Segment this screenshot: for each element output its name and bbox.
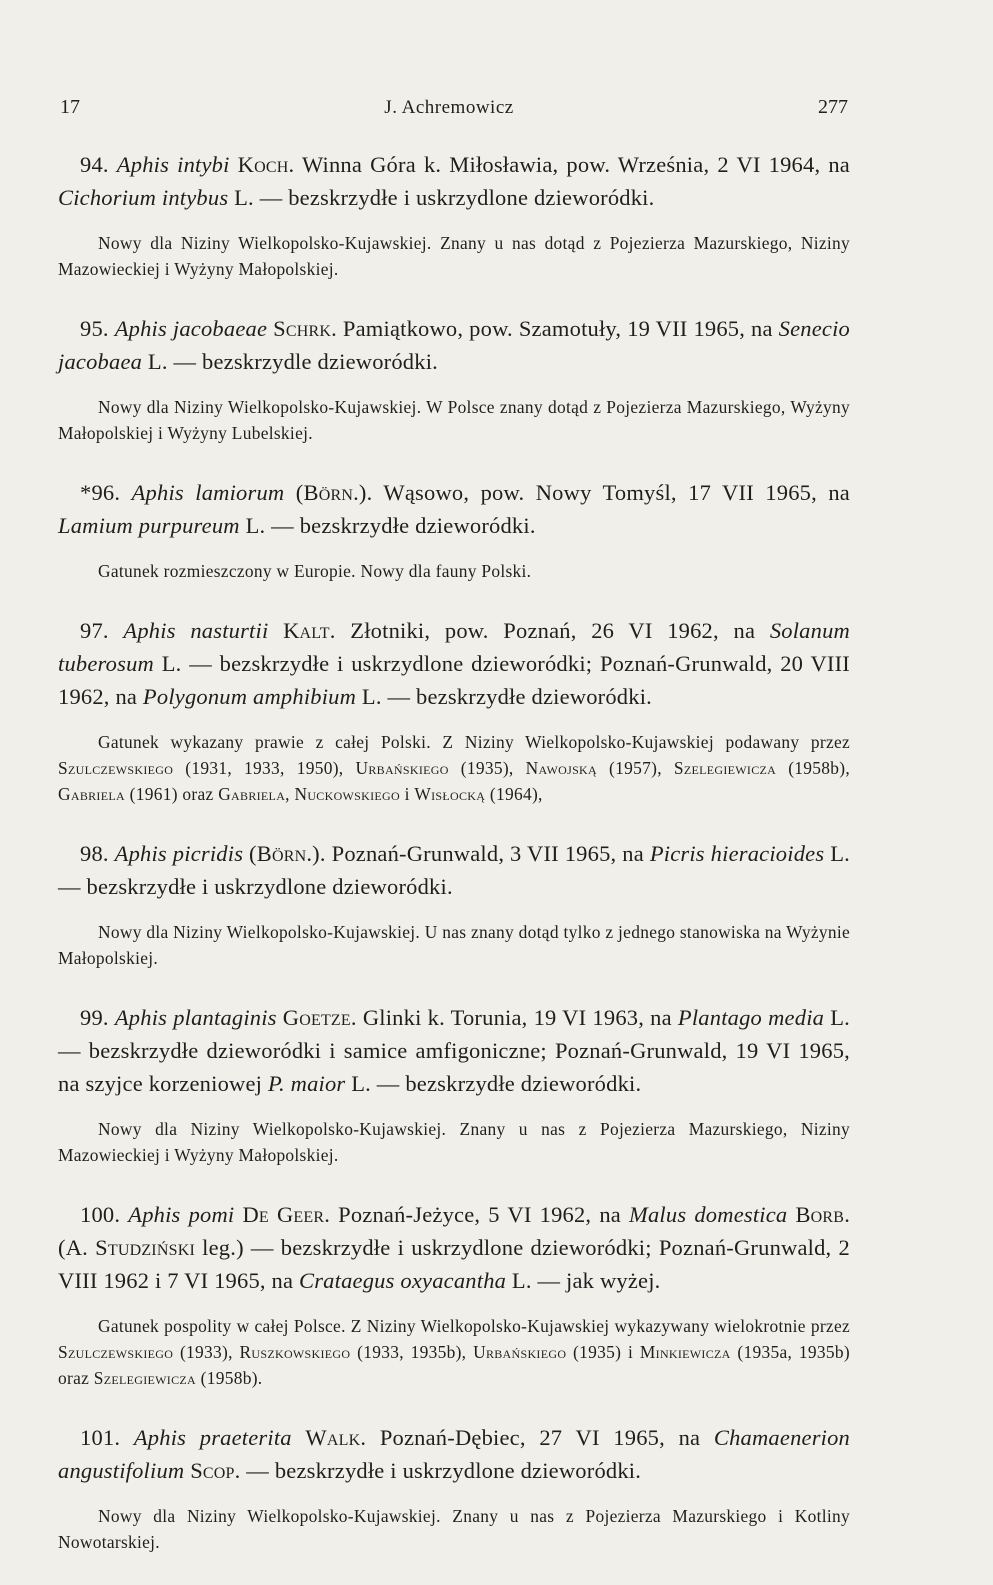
author-name: Kalt [283,618,330,643]
text-run: L. — bezskrzydłe i uskrzydlone dzieworódki. [58,841,850,899]
author-name: Szulczewskiego [58,1342,174,1362]
text-run [268,618,283,643]
species-name: Malus domestica [629,1202,788,1227]
text-run: L. — bezskrzydle dzieworódki. [142,349,438,374]
text-run: i [399,784,415,804]
text-run: . — bezskrzydłe i uskrzydlone dzieworódki. [234,1458,642,1483]
species-name: Aphis picridis [114,841,244,866]
entry-record [58,148,850,214]
species-name: Aphis plantaginis [114,1005,277,1030]
text-run: (1958b). [196,1368,263,1388]
text-run: L. — bezskrzydłe dzieworódki i samice amfigoniczne; Poznań-Grunwald, 19 VI 1965, na szyjce korzeniowej [58,1005,850,1096]
author-name: Szelegiewicza [93,1368,196,1388]
text-run: (1935a, 1935b) oraz [58,1342,850,1388]
species-name: Aphis lamiorum [131,480,285,505]
text-run: Nowy dla Niziny Wielkopolsko-Kujawskiej. U nas znany dotąd tylko z jednego stanowiska na Wyżynie Małopolskiej. [58,922,850,968]
author-name: Szulczewskiego [58,758,174,778]
running-author: J. Achremowicz [384,97,514,118]
author-name: Gabriela [218,784,286,804]
species-entry [58,614,850,807]
entry-note [58,230,850,282]
author-name: Nuckowskiego [294,784,400,804]
text-run: .). Wąsowo, pow. Nowy Tomyśl, 17 VII 1965, na [353,480,850,505]
text-run: Nowy dla Niziny Wielkopolsko-Kujawskiej. Znany u nas z Pojezierza Mazurskiego i Kotliny Nowotarskiej. [58,1506,850,1552]
text-run: (1958b), [776,758,851,778]
text-run: (1964), [485,784,543,804]
text-run: Nowy dla Niziny Wielkopolsko-Kujawskiej. Znany u nas dotąd z Pojezierza Mazurskiego, Niziny Mazowieckiej i Wyżyny Małopolskiej. [58,233,850,279]
text-run: L. — jak wyżej. [506,1268,661,1293]
author-name: Studziński [95,1235,195,1260]
author-name: Börn [303,480,354,505]
text-run: . Glinki k. Torunia, 19 VI 1963, na [350,1005,678,1030]
species-name: Aphis nasturtii [123,618,269,643]
author-name: Walk [305,1425,361,1450]
species-entry [58,148,850,282]
text-run: Gatunek pospolity w całej Polsce. Z Niziny Wielkopolsko-Kujawskiej wykazywany wielokrotnie przez [98,1316,850,1336]
text-run: L. — bezskrzydłe dzieworódki. [239,513,536,538]
author-name: Scop [190,1458,235,1483]
species-list [58,148,850,1585]
species-name: Picris hieracioides [649,841,825,866]
text-run: . Poznań-Jeżyce, 5 VI 1962, na [324,1202,630,1227]
entry-record [58,476,850,542]
species-name: Crataegus oxyacantha [299,1268,507,1293]
text-run: . Poznań-Dębiec, 27 VI 1965, na [360,1425,714,1450]
text-run: . (A. [58,1202,851,1260]
text-run: 99. [80,1005,115,1030]
species-name: Chamaenerion angustifolium [58,1425,851,1483]
species-name: Polygonum amphibium [142,684,357,709]
species-entry [58,1198,850,1391]
text-run: .). Poznań-Grunwald, 3 VII 1965, na [306,841,650,866]
species-entry [58,1001,850,1168]
species-name: Aphis praeterita [133,1425,292,1450]
entry-record [58,312,850,378]
author-name: Ruszkowskiego [239,1342,351,1362]
species-name: Cichorium intybus [58,185,229,210]
species-entry [58,1421,850,1555]
entry-record [58,1198,850,1297]
text-run: leg.) — bezskrzydłe i uskrzydlone dzieworódki; Poznań-Grunwald, 2 VIII 1962 i 7 VI 1965, na [58,1235,850,1293]
entry-note [58,919,850,971]
entry-note [58,1116,850,1168]
entry-note [58,729,850,807]
entry-record [58,614,850,713]
species-name: Plantago media [677,1005,825,1030]
text-run: 98. [80,841,115,866]
text-run: (1961) oraz [124,784,219,804]
text-run: 100. [80,1202,129,1227]
text-run: (1933), [173,1342,240,1362]
entry-note [58,394,850,446]
author-name: Goetze [282,1005,351,1030]
author-name: Borb [795,1202,845,1227]
entry-note [58,558,850,584]
entry-record [58,1421,850,1487]
running-header [60,96,848,119]
right-page-number: 277 [818,96,848,118]
left-page-number: 17 [60,96,80,118]
text-run: 94. [80,152,117,177]
author-name: Urbańskiego [355,758,449,778]
author-name: Börn [256,841,307,866]
author-name: Gabriela [58,784,125,804]
species-name: Aphis jacobaeae [114,316,268,341]
text-run: L. — bezskrzydłe i uskrzydlone dzieworódki; Poznań-Grunwald, 20 VIII 1962, na [58,651,850,709]
entry-record [58,1001,850,1100]
author-name: Nawojską [525,758,597,778]
text-run: 95. [80,316,115,341]
text-run [292,1425,306,1450]
text-run: (1931, 1933, 1950), [173,758,356,778]
species-name: Lamium purpureum [58,513,240,538]
text-run: ( [284,480,304,505]
text-run: . Pamiątkowo, pow. Szamotuły, 19 VII 1965, na [331,316,779,341]
text-run: L. — bezskrzydłe dzieworódki. [356,684,652,709]
author-name: Schrk [273,316,332,341]
species-name: Aphis intybi [116,152,230,177]
entry-record [58,837,850,903]
text-run: Gatunek rozmieszczony w Europie. Nowy dla fauny Polski. [98,561,532,581]
entry-note [58,1503,850,1555]
author-name: Szelegiewicza [673,758,777,778]
entry-note [58,1313,850,1391]
species-name: Solanum tuberosum [58,618,850,676]
species-name: P. maior [267,1071,346,1096]
text-run: . Winna Góra k. Miłosławia, pow. Września, 2 VI 1964, na [288,152,850,177]
text-run: . Złotniki, pow. Poznań, 26 VI 1962, na [329,618,770,643]
species-entry [58,312,850,446]
text-run: (1935), [448,758,526,778]
text-run: (1935) i [566,1342,640,1362]
species-entry [58,837,850,971]
author-name: Urbańskiego [473,1342,567,1362]
author-name: De Geer [242,1202,325,1227]
text-run: Nowy dla Niziny Wielkopolsko-Kujawskiej. W Polsce znany dotąd z Pojezierza Mazurskiego, Wyżyny Małopolskiej i Wyżyny Lubelskiej. [58,397,850,443]
text-run: (1933, 1935b), [350,1342,474,1362]
species-name: Senecio jacobaea [58,316,850,374]
text-run: , [285,784,295,804]
text-run: Nowy dla Niziny Wielkopolsko-Kujawskiej. Znany u nas z Pojezierza Mazurskiego, Niziny Mazowieckiej i Wyżyny Małopolskiej. [58,1119,850,1165]
text-run: L. — bezskrzydłe dzieworódki. [345,1071,642,1096]
text-run: *96. [80,480,132,505]
text-run [230,152,238,177]
text-run: ( [243,841,257,866]
species-entry [58,476,850,584]
author-name: Minkiewicza [639,1342,731,1362]
text-run: (1957), [596,758,674,778]
text-run: Gatunek wykazany prawie z całej Polski. Z Niziny Wielkopolsko-Kujawskiej podawany przez [98,732,850,752]
author-name: Wisłocką [414,784,486,804]
author-name: Koch [237,152,289,177]
text-run: 101. [80,1425,134,1450]
text-run: 97. [80,618,124,643]
text-run: L. — bezskrzydłe i uskrzydlone dzieworódki. [228,185,655,210]
species-name: Aphis pomi [128,1202,235,1227]
